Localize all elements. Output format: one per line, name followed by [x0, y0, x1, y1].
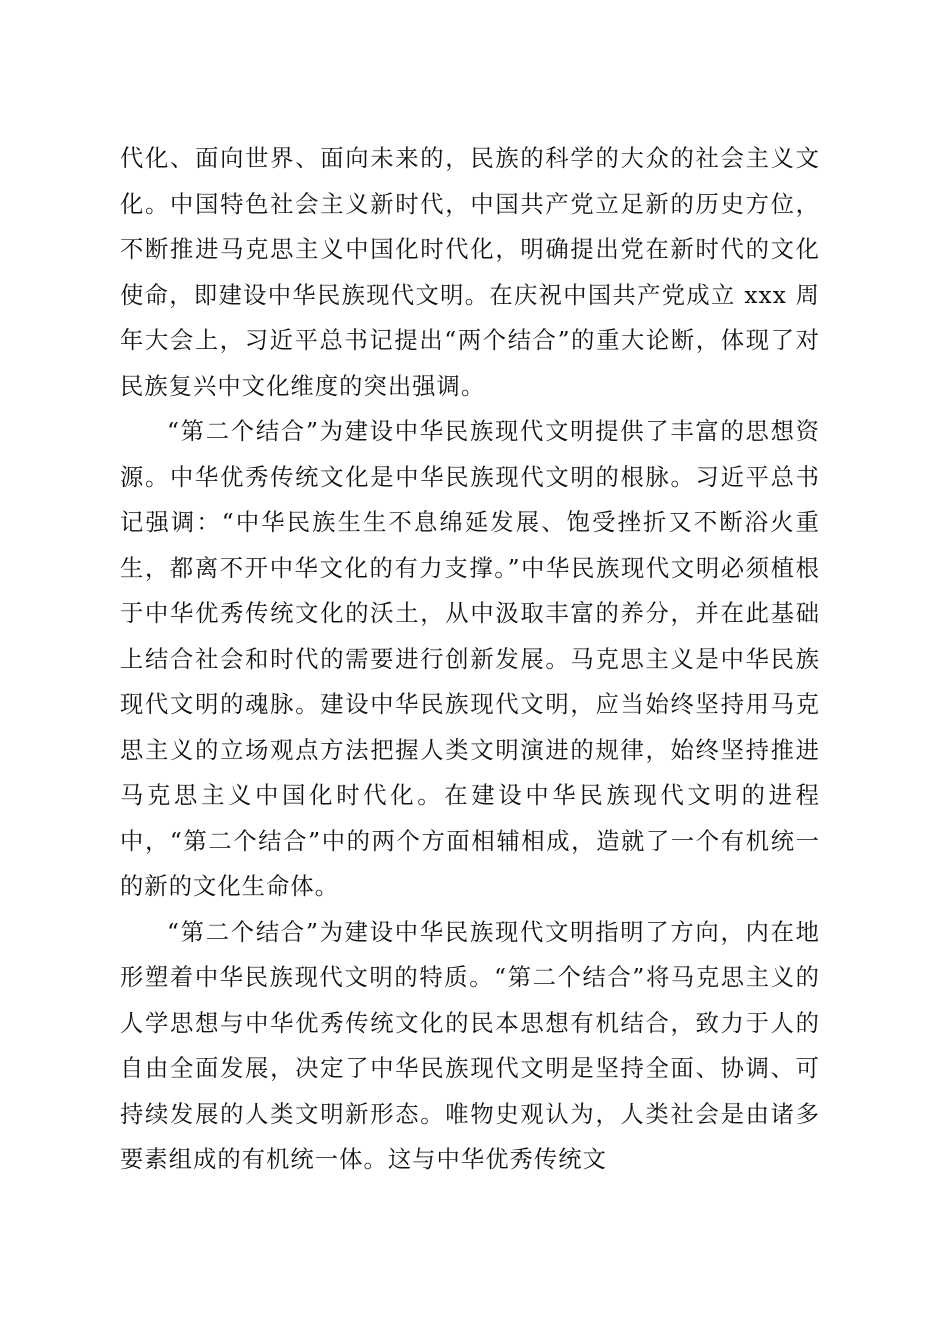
paragraph-second-combination-resources: “第二个结合”为建设中华民族现代文明提供了丰富的思想资源。中华优秀传统文化是中华民族现代文明的根脉。习近平总书记强调：“中华民族生生不息绵延发展、饱受挫折又不断浴火重生，都离不开中华文化的有力支撑。”中华民族现代文明必须植根于中华优秀传统文化的沃土，从中汲取丰富的养分，并在此基础上结合社会和时代的需要进行创新发展。马克思主义是中华民族现代文明的魂脉。建设中华民族现代文明，应当始终坚持用马克思主义的立场观点方法把握人类文明演进的规律，始终坚持推进马克思主义中国化时代化。在建设中华民族现代文明的进程中，“第二个结合”中的两个方面相辅相成，造就了一个有机统一的新的文化生命体。 [120, 418, 820, 900]
paragraph-continuation: 代化、面向世界、面向未来的，民族的科学的大众的社会主义文化。中国特色社会主义新时代，中国共产党立足新的历史方位，不断推进马克思主义中国化时代化，明确提出党在新时代的文化使命，即建设中华民族现代文明。在庆祝中国共产党成立 xxx 周年大会上，习近平总书记提出“两个结合”的重大论断，体现了对民族复兴中文化维度的突出强调。 [120, 145, 820, 400]
body-text [120, 136, 820, 1183]
paragraph-second-combination-direction: “第二个结合”为建设中华民族现代文明指明了方向，内在地形塑着中华民族现代文明的特质。“第二个结合”将马克思主义的人学思想与中华优秀传统文化的民本思想有机结合，致力于人的自由全面发展，决定了中华民族现代文明是坚持全面、协调、可持续发展的人类文明新形态。唯物史观认为，人类社会是由诸多要素组成的有机统一体。这与中华优秀传统文 [120, 918, 820, 1173]
